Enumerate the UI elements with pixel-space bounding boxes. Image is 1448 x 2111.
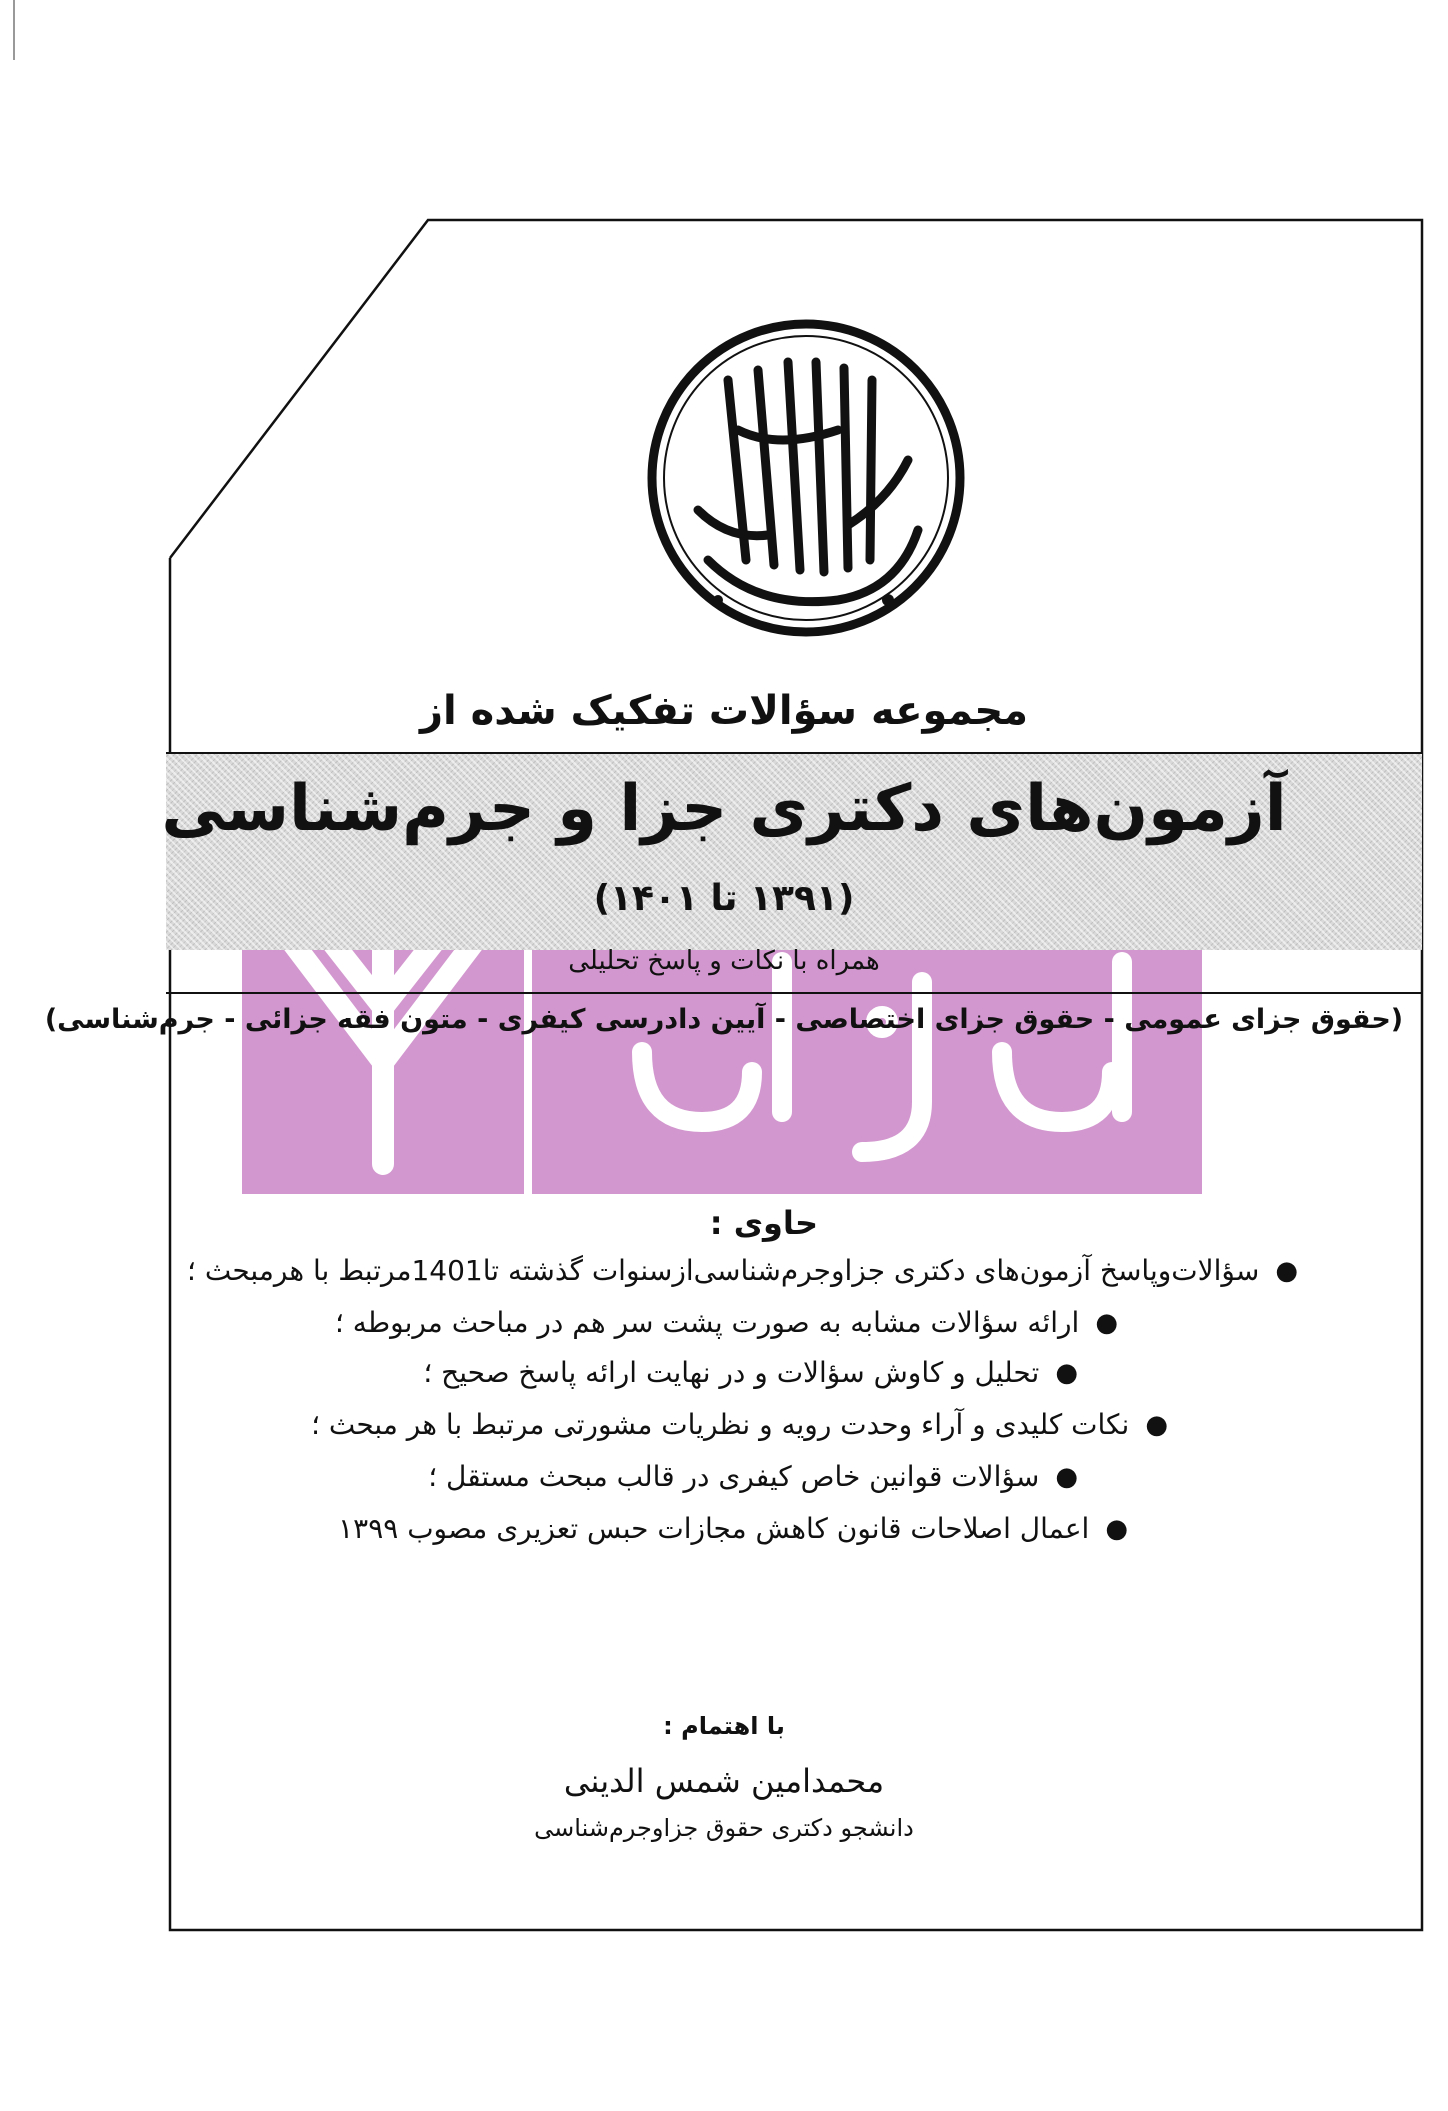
list-item: ● ارائه سؤالات مشابه به صورت پشت سر هم در مباحث مربوطه ؛ — [335, 1306, 1118, 1339]
year-range: (۱۳۹۱ تا ۱۴۰۱) — [593, 878, 855, 919]
divider — [166, 992, 1422, 994]
page-title: آزمون‌های دکتری جزا و جرم‌شناسی — [161, 772, 1287, 846]
list-item: ● سؤالات‌وپاسخ آزمون‌های دکتری جزاوجرم‌شناسی‌ازسنوات گذشته تا1401مرتبط با هرمبحث ؛ — [187, 1254, 1298, 1287]
by-label: با اهتمام : — [663, 1712, 785, 1740]
list-item: ● سؤالات قوانین خاص کیفری در قالب مبحث مستقل ؛ — [428, 1460, 1078, 1493]
header-line: مجموعه سؤالات تفکیک شده از — [419, 688, 1029, 734]
subjects-list: (حقوق جزای عمومی - حقوق جزای اختصاصی - آیین دادرسی کیفری - متون فقه جزائی - جرم‌شناسی) — [44, 1004, 1404, 1035]
bullet-icon: ● — [1275, 1255, 1298, 1286]
bullet-icon: ● — [1055, 1357, 1078, 1388]
bullet-icon: ● — [1145, 1409, 1168, 1440]
accompanied-note: همراه با نکات و پاسخ تحلیلی — [568, 946, 880, 976]
list-item: ● نکات کلیدی و آراء وحدت رویه و نظریات مشورتی مرتبط با هر مبحث ؛ — [311, 1408, 1168, 1441]
author-title: دانشجو دکتری حقوق جزاوجرم‌شناسی — [534, 1814, 914, 1842]
bullet-icon: ● — [1105, 1513, 1128, 1544]
bullet-icon: ● — [1055, 1461, 1078, 1492]
list-item: ● تحلیل و کاوش سؤالات و در نهایت ارائه پاسخ صحیح ؛ — [423, 1356, 1078, 1389]
author-name: محمدامین شمس الدینی — [563, 1762, 885, 1800]
contains-label: حاوی : — [709, 1204, 818, 1242]
list-item: ● اعمال اصلاحات قانون کاهش مجازات حبس تعزیری مصوب ۱۳۹۹ — [338, 1512, 1128, 1545]
bismillah-seal-icon — [638, 310, 974, 646]
bullet-icon: ● — [1095, 1307, 1118, 1338]
